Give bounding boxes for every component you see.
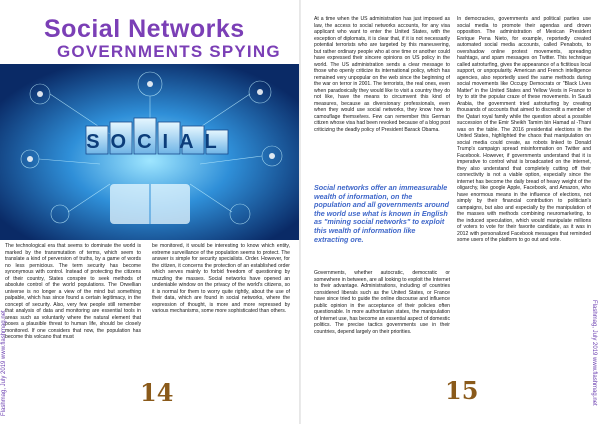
left-column-1: The technological era that seems to dominate the world is marked by the transmutation of terms, which seem to translate a kind of perversion of truths, by a game of words no less pernicious. The term security has become synonymous with control. Instead of protecting the citizens of their country, States conspire to seek methods of absolute control of the world populations. The Orwellian universe is no longer a view of the mind but something palpable, which has since found a certain legitimacy, in the concept of security. Also, very few people still remember that analysis of data and monitoring are essential tools in areas such as voluntarily where the natural element that poses a plausible threat to human life, should be closely monitored. If one considers that now, the population has become this volcano that must xyxy=(5,243,141,340)
running-footer-right: Flashmag, July 2019 www.flashmag.net xyxy=(591,300,597,406)
article-subtitle: GOVERNMENTS SPYING xyxy=(57,42,281,61)
article-title: Social Networks xyxy=(44,15,245,43)
hero-illustration xyxy=(0,64,300,240)
pull-quote: Social networks offer an immeasurable wealth of information, on the population and all governments around the world use what is known in English as "mining social networks" to exploit this wealth of information like extracting ore. xyxy=(314,183,449,244)
page-number-right: 15 xyxy=(445,376,479,405)
right-column-2: Governments, whether autocratic, democratic or somewhere in between, are all looking to exploit the Internet to their advantage. Administrations, including of countries considered liberals such as the United States, or France have since tried to guide the online discourse and influence public opinion in the acceptance of their policies often questionable. In more authoritarian states, the manipulation of Internet use, has become an essential aspect of domestic politics. The precise tactics governments use in their countries, depend largely on their priorities. xyxy=(314,270,450,335)
page-number-left: 14 xyxy=(140,378,174,407)
right-column-1: At a time when the US administration has just imposed as law, the access to social networks accounts, for any visa applicant who want to enter the United States, with the exception of diplomats, it is clear that, if it is not necessarily potential terrorists who are targeted by this maneuvering, but rather ordinary people who at one time or another could have expressed their sincere opinions on US policy in the world. The US administration sends a clear message to those who openly criticize its international policy, which has remained very unpopular on the web since the beginning of the war on terror in 2001. The terrorists, the real ones, even when paradoxically they would like to visit a country they do not like, have the means to circumvent this kind of measures, because as diversionary professionals, even when they would use social networks, they know how to camouflage themselves. Few can remember this German citizen whose visa had been revoked because of a blog post criticizing the deadly policy of President Barack Obama. xyxy=(314,16,450,133)
right-column-3: In democracies, governments and political parties use social media to promote their agendas and drown opposition. The administration of Mexican President Enrique Pena Nieto, for example, reportedly created automated social media accounts, called Penabots, to overshadow online protest movements, spreading hashtags, and spam messages on Twitter. This technique called astroturfing, gives the appearance of a fictitious local support, or unpopularity. American and French intelligence agencies, also reportedly used the same methods during social movements like Occupy Democrats or "Black Lives Matter" in the United States and Yellow Vests in France to try to stir the popular craze of these movements. In Saudi Arabia, the government tried astroturfing by creating thousands of accounts that aimed to discredit a member of the Qatari royal family while the question about a possible succession of the Emir Sheikh Tamim bin Hamad al -Thani was on the table. The 2016 presidential elections in the United States, highlighted the chaos that manipulation on social media could create, as robots linked to Donald Trump's campaign spread misinformation on Twitter and Facebook. However, if governments understand that it is imperative to control what is broadcasted on the internet, they also understand that completely cutting off their connectivity is not a viable option, especially since the internet has become the daily bread of heavy weight of the oligarchy, like google Apple, Facebook, and Amazon, who have enormous means in the influence of elections, not simply by their financial contribution to politician's campaigns, but also and especially by the manipulation of the masses with methods combining neuromarketing, to the induced speculation, which would manipulate millions of voters to vote for their favorite candidate, as it was in 2012 with personalized Facebook messages that reminded some users of the platform to go out and vote. xyxy=(457,16,591,243)
running-footer-left: Flashmag, July 2019 www.flashmag.net xyxy=(1,310,7,416)
hero-word: SOCIAL xyxy=(86,131,228,153)
right-page xyxy=(300,0,600,424)
left-column-2: be monitored, it would be interesting to know which entity, extreme surveillance of the population seems to protect. The answer is simple for security specialists. Order. However, for the citizen, it concerns the protection of an established order which serves mainly to forbid freedom of questioning by muzzling the masses. Social networks have opened an undeniable window on the privacy of the world's citizens, so it is normal for them to worry quite rightly, about the use of their data, which are found in social networks, where the expression of thought, is more and more repressed by various mechanisms, some more sophisticated than others. xyxy=(152,243,290,314)
